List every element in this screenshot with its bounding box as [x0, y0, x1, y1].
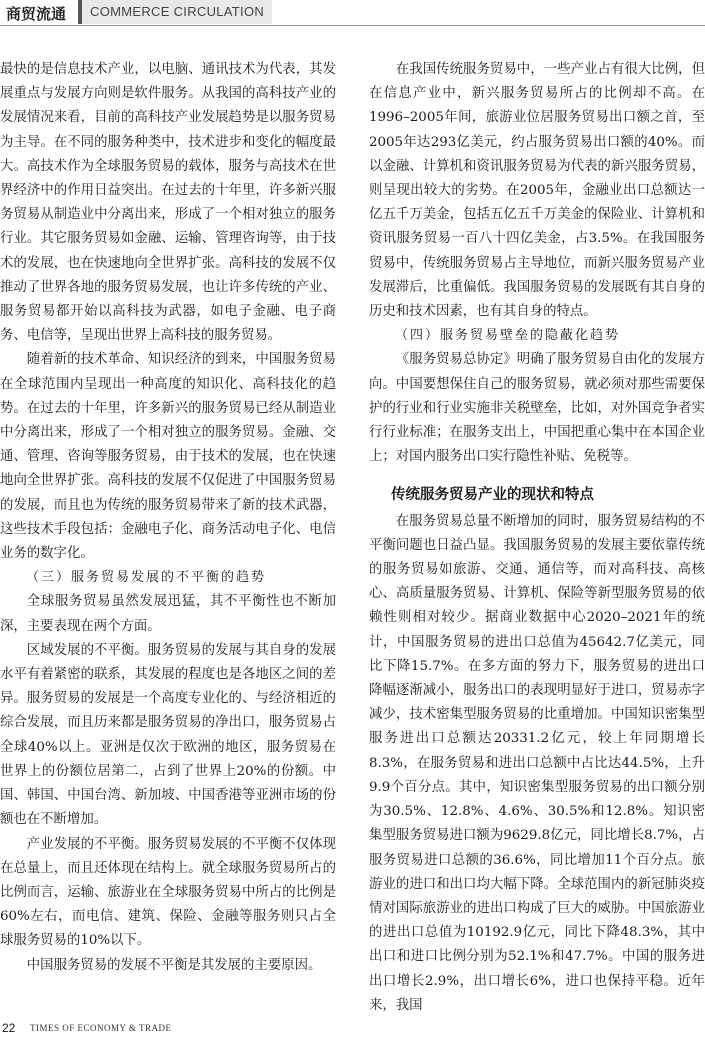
- paragraph: 最快的是信息技术产业，以电脑、通讯技术为代表，其发展重点与发展方向则是软件服务。从我国的高科技产业的发展情况来看，目前的高科技产业发展趋势是以服务贸易为主导。在不同的服务种类中，技术进步和变化的幅度最大。高技术作为全球服务贸易的载体，服务与高技术在世界经济中的作用日益突出。在过去的十年里，许多新兴服务贸易从制造业中分离出来，形成了一个相对独立的服务行业。其它服务贸易如金融、运输、管理咨询等，由于技术的发展，也在快速地向全世界扩张。高科技的发展不仅推动了世界各地的服务贸易发展，也让许多传统的产业、服务贸易都开始以高科技为武器，如电子金融、电子商务、电信等，呈现出世界上高科技的服务贸易。: [0, 62, 336, 344]
- paragraph: 区域发展的不平衡。服务贸易的发展与其自身的发展水平有着紧密的联系，其发展的程度也是各地区之间的差异。服务贸易的发展是一个高度专业化的、与经济相近的综合发展，而且历来都是服务贸易的净出口，服务贸易占全球40%以上。亚洲是仅次于欧洲的地区，服务贸易在世界上的份额位居第二，占到了世界上20%的份额。中国、韩国、中国台湾、新加坡、中国香港等亚洲市场的份额也在不断增加。: [0, 642, 336, 828]
- section-heading: 传统服务贸易产业的现状和特点: [391, 487, 594, 504]
- paragraph: 《服务贸易总协定》明确了服务贸易自由化的发展方向。中国要想保住自己的服务贸易，就必须对那些需要保护的行业和行业实施非关税壁垒，比如，对外国竞争者实行行业标准；在服务支出上，中国把重心集中在本国企业上；对国内服务出口实行隐性补贴、免税等。: [369, 352, 705, 465]
- paragraph: 在我国传统服务贸易中，一些产业占有很大比例，但在信息产业中，新兴服务贸易所占的比例却不高。在1996–2005年间，旅游业位居服务贸易出口额之首，至2005年达293亿美元，约占服务贸易出口额的40%。而以金融、计算机和资讯服务贸易为代表的新兴服务贸易，则呈现出较大的劣势。在2005年，金融业出口总额达一亿五千万美金，包括五亿五千万美金的保险业、计算机和资讯服务贸易一百八十四亿美金，占3.5%。在我国服务贸易中，传统服务贸易占主导地位，而新兴服务贸易产业发展滞后，比重偏低。我国服务贸易的发展既有其自身的历史和技术因素，也有其自身的特点。: [369, 62, 705, 320]
- subheading-4: （四）服务贸易壁垒的隐蔽化趋势: [395, 328, 621, 344]
- page-number: 22: [2, 1021, 16, 1035]
- section-subtitle: COMMERCE CIRCULATION: [82, 0, 272, 24]
- magazine-name: TIMES OF ECONOMY & TRADE: [30, 1023, 172, 1033]
- paragraph: 中国服务贸易的发展不平衡是其发展的主要原因。: [26, 957, 322, 973]
- right-column: [369, 58, 705, 1018]
- page-header: [0, 0, 705, 26]
- section-title: 商贸流通: [6, 5, 67, 23]
- paragraph: 全球服务贸易虽然发展迅猛，其不平衡性也不断加深，主要表现在两个方面。: [0, 594, 336, 634]
- paragraph: 产业发展的不平衡。服务贸易发展的不平衡不仅体现在总量上，而且还体现在结构上。就全球服务贸易所占的比例而言，运输、旅游业在全球服务贸易中所占的比例是60%左右，而电信、建筑、保险、金融等服务则只占全球服务贸易的10%以下。: [0, 836, 336, 949]
- paragraph: 随着新的技术革命、知识经济的到来，中国服务贸易在全球范围内呈现出一种高度的知识化、高科技化的趋势。在过去的十年里，许多新兴的服务贸易已经从制造业中分离出来，形成了一个相对独立的服务贸易。金融、交通、管理、咨询等服务贸易，由于技术的发展，也在快速地向全世界扩张。高科技的发展不仅促进了中国服务贸易的发展，而且也为传统的服务贸易带来了新的技术武器，这些技术手段包括：金融电子化、商务活动电子化、电信业务的数字化。: [0, 352, 336, 562]
- subheading-3: （三）服务贸易发展的不平衡的趋势: [26, 570, 267, 586]
- header-rule: [0, 25, 705, 26]
- left-column: [0, 58, 336, 978]
- paragraph: 在服务贸易总量不断增加的同时，服务贸易结构的不平衡问题也日益凸显。我国服务贸易的发展主要依靠传统的服务贸易如旅游、交通、通信等，而对高科技、高核心、高质量服务贸易、计算机、保险等新型服务贸易的依赖性则相对较少。据商业数据中心2020–2021年的统计，中国服务贸易的进出口总值为45642.7亿美元，同比下降15.7%。在多方面的努力下，服务贸易的进出口降幅逐渐减小，服务出口的表现明显好于进口，贸易赤字减少，技术密集型服务贸易的比重增加。中国知识密集型服务进出口总额达20331.2亿元，较上年同期增长8.3%，在服务贸易和进出口总额中占比达44.5%，上升9.9个百分点。其中，知识密集型服务贸易的出口额分别为30.5%、12.8%、4.6%、30.5%和12.8%。知识密集型服务贸易进口额为9629.8亿元，同比增长8.7%，占服务贸易进口总额的36.6%，同比增加11个百分点。旅游业的进口和出口均大幅下降。全球范围内的新冠肺炎疫情对国际旅游业的进出口构成了巨大的威胁。中国旅游业的进出口总值为10192.9亿元，同比下降48.3%，其中出口和进口比例分别为52.1%和47.7%。中国的服务进出口增长2.9%，出口增长6%，进口也保持平稳。近年来，我国: [369, 513, 705, 1013]
- page-footer: [0, 1021, 705, 1039]
